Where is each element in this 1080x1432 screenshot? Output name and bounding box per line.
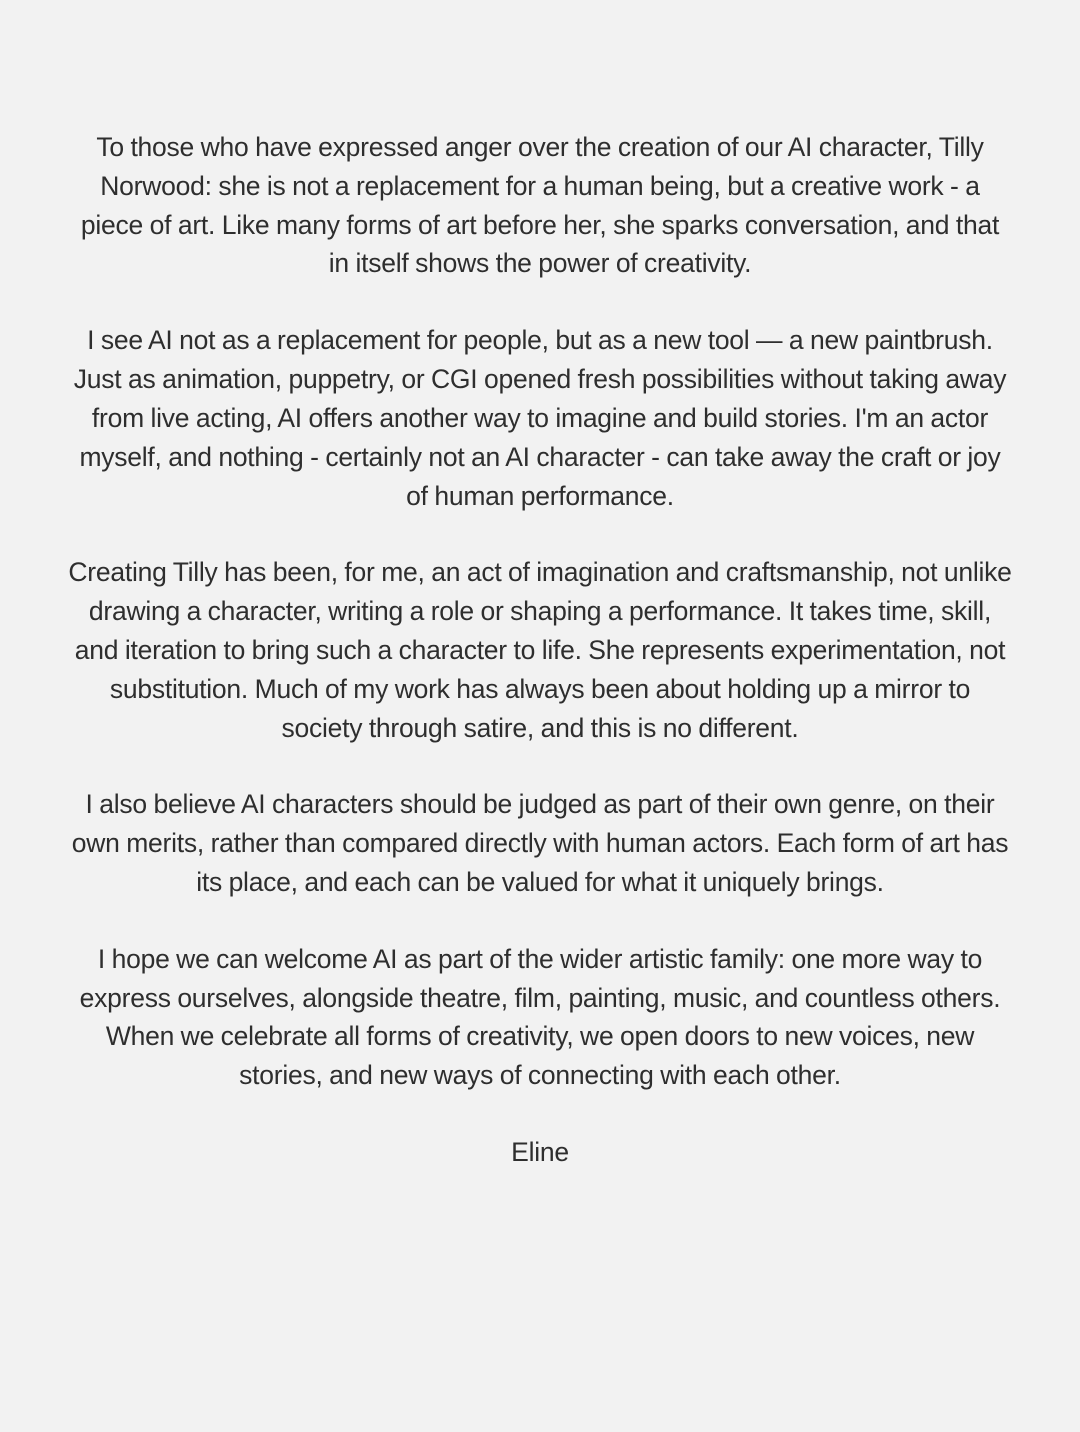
statement-paragraph: I hope we can welcome AI as part of the wider artistic family: one more way to express ourselves, alongside theatre, film, painting, music, and countless others. When we celebrate all forms of creativity, we open doors to new voices, new stories, and new ways of connecting with each other.: [79, 943, 1001, 1091]
statement-body: [68, 128, 1012, 1172]
statement-paragraph: To those who have expressed anger over the creation of our AI character, Tilly Norwood: she is not a replacement for a human being, but a creative work - a piece of art. Like many forms of art before her, she sparks conversation, and that in itself shows the power of creativity.: [80, 132, 1000, 279]
statement-paragraph: Creating Tilly has been, for me, an act of imagination and craftsmanship, not unlike drawing a character, writing a role or shaping a performance. It takes time, skill, and iteration to bring such a character to life. She represents experimentation, not substitution. Much of my work has always been about holding up a mirror to society through satire, and this is no different.: [68, 557, 1012, 743]
signature: Eline: [511, 1137, 569, 1168]
statement-paragraph: I see AI not as a replacement for people, but as a new tool — a new paintbrush. Just as animation, puppetry, or CGI opened fresh possibilities without taking away from live acting, AI offers another way to imagine and build stories. I'm an actor myself, and nothing - certainly not an AI character - can take away the craft or joy of human performance.: [73, 325, 1007, 511]
statement-paragraph: I also believe AI characters should be judged as part of their own genre, on their own merits, rather than compared directly with human actors. Each form of art has its place, and each can be valued for what it uniquely brings.: [71, 789, 1009, 897]
